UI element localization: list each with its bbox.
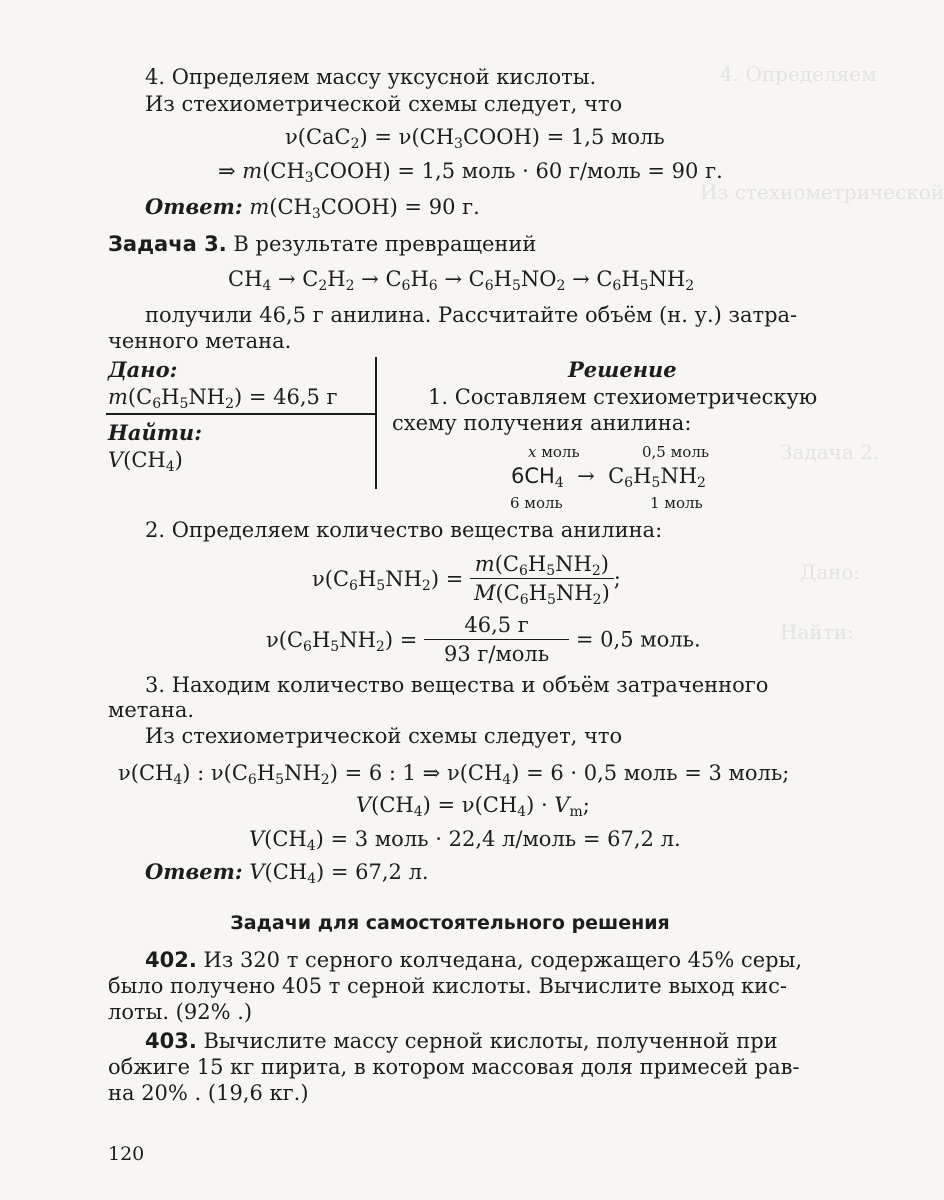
step3-answer: Ответ: $V(CH_4) = 67,2$ л. (145, 859, 429, 887)
bleed-through-text: Найти: (780, 620, 854, 644)
step3-volume-calculation: $V(CH_4) = 3$ моль · 22,4 л/моль = 67,2 л. (249, 827, 681, 854)
task3-reaction-chain: $CH_4 \to C_2H_2 \to C_6H_6 \to C_6H_5NO_2 \to C_6H_5NH_2$ (228, 267, 695, 294)
step2-formula: $\nu(C_6H_5NH_2)$ = $\frac{m(C_6H_5NH_2)}{M(C_6H_5NH_2)}$ ; (312, 552, 621, 608)
bleed-through-text: Из стехиометрической (700, 180, 944, 204)
scheme-top-right: 0,5 моль (642, 443, 710, 461)
given-divider (106, 413, 376, 415)
problem-403-line-3: на 20% . (19,6 кг.) (108, 1081, 309, 1105)
task3-condition-line-1: получили 46,5 г анилина. Рассчитайте объём (н. у.) затра- (145, 303, 798, 327)
step3-intro: Из стехиометрической схемы следует, что (145, 724, 623, 748)
problem-402-line-2: было получено 405 т серной кислоты. Вычислите выход кис- (108, 974, 787, 998)
task3-condition-line-2: ченного метана. (108, 329, 292, 353)
step3-heading-line-1: 3. Находим количество вещества и объём затраченного (145, 673, 769, 697)
problem-402-line-3: лоты. (92% .) (108, 1000, 253, 1024)
step3-heading-line-2: метана. (108, 698, 195, 722)
self-study-heading: Задачи для самостоятельного решения (230, 912, 670, 934)
given-value: $m(C_6H_5NH_2) = 46,5$ г (108, 385, 338, 412)
bleed-through-text: Дано: (800, 560, 861, 584)
step2-calc-fraction: $\frac{46,5 г}{\text{93 г/моль}}$ (424, 613, 569, 666)
problem-403-line-2: обжиге 15 кг пирита, в котором массовая доля примесей рав- (108, 1055, 800, 1079)
scheme-bottom-left: 6 моль (510, 494, 563, 512)
step4-equation-1: $\nu(CaC_2) = \nu(CH_3COOH) = 1,5$ моль (285, 125, 665, 152)
bleed-through-text: 4. Определяем (720, 62, 877, 86)
solution-step1-line-1: 1. Составляем стехиометрическую (428, 385, 818, 409)
solution-step1-line-2: схему получения анилина: (392, 411, 692, 435)
solution-label: Решение (568, 357, 677, 382)
step3-ratio: $\nu(CH_4)$ : $\nu(C_6H_5NH_2) = 6$ : 1 ⇒ $\nu(CH_4) = 6 \cdot 0,5$ моль = 3 моль; (118, 761, 790, 788)
given-solution-divider (375, 357, 377, 489)
scheme-top-left: x моль (528, 443, 580, 461)
find-label: Найти: (108, 420, 202, 445)
scheme-bottom-right: 1 моль (650, 494, 703, 512)
task3-statement: Задача 3. В результате превращений (108, 232, 537, 256)
step4-heading: 4. Определяем массу уксусной кислоты. (145, 65, 597, 89)
scheme-equation: $6CH_4 \to C_6H_5NH_2$ (511, 464, 706, 491)
step2-fraction: $\frac{m(C_6H_5NH_2)}{M(C_6H_5NH_2)}$ (470, 552, 614, 605)
step3-volume-formula: $V(CH_4) = \nu(CH_4) \cdot V_m$; (356, 793, 590, 820)
problem-403-line-1: 403. Вычислите массу серной кислоты, полученной при (145, 1029, 778, 1053)
problem-402-line-1: 402. Из 320 т серного колчедана, содержащего 45% серы, (145, 948, 803, 972)
step4-intro: Из стехиометрической схемы следует, что (145, 92, 623, 116)
given-label: Дано: (108, 357, 178, 382)
page-number: 120 (108, 1143, 145, 1165)
find-value: $V(CH_4)$ (108, 448, 183, 475)
step2-heading: 2. Определяем количество вещества анилина: (145, 518, 663, 542)
step2-calculation: $\nu(C_6H_5NH_2)$ = $\frac{46,5 г}{\text{93 г/моль}}$ = 0,5 моль. (266, 613, 701, 666)
step4-answer: Ответ: $m(CH_3COOH) = 90$ г. (145, 194, 480, 222)
step4-equation-2: ⇒ $m(CH_3COOH) = 1,5$ моль · 60 г/моль = 90 г. (218, 159, 723, 186)
bleed-through-text: Задача 2. (780, 440, 880, 464)
